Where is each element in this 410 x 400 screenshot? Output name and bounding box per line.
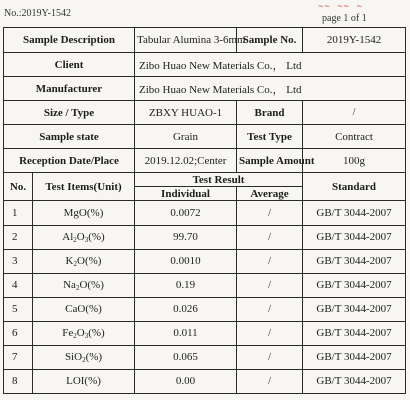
row-number: 8 (4, 369, 33, 393)
row-number: 3 (4, 249, 33, 273)
average-value: / (237, 297, 303, 321)
row-number: 6 (4, 321, 33, 345)
average-value: / (237, 249, 303, 273)
reception-value: 2019.12.02;Center (135, 149, 237, 173)
test-type-value: Contract (303, 125, 406, 149)
row-reception (4, 149, 406, 173)
size-type-label: Size / Type (4, 101, 135, 125)
item-unit: (%) (85, 351, 103, 364)
individual-value: 0.19 (135, 273, 237, 297)
item-unit: (%) (87, 279, 104, 292)
row-number: 2 (4, 225, 33, 249)
table-row (4, 273, 406, 297)
test-result-header: Test Result (135, 173, 303, 187)
sample-description-label: Sample Description (4, 28, 135, 53)
item-name: Fe (62, 327, 74, 340)
col-no-header: No. (4, 173, 33, 201)
item-name: K (65, 255, 74, 268)
row-sample-description (4, 28, 406, 53)
row-number: 5 (4, 297, 33, 321)
test-item (33, 273, 135, 297)
item-subscript: 2 (73, 236, 77, 245)
item-subscript: 2 (73, 260, 77, 269)
item-subscript: 3 (84, 236, 89, 245)
item-subscript: 2 (75, 284, 80, 293)
table-row (4, 225, 406, 249)
col-standard-header: Standard (303, 173, 406, 201)
item-name: CaO (65, 303, 86, 316)
table-row (4, 297, 406, 321)
individual-value: 0.011 (135, 321, 237, 345)
size-type-value: ZBXY HUAO-1 (135, 101, 237, 125)
test-item (33, 249, 135, 273)
reception-label: Reception Date/Place (4, 149, 135, 173)
client-label: Client (4, 53, 135, 77)
row-manufacturer (4, 77, 406, 101)
sample-amount-value: 100g (303, 149, 406, 173)
col-average-header: Average (237, 187, 303, 201)
table-row (4, 369, 406, 393)
sample-state-label: Sample state (4, 125, 135, 149)
average-value: / (237, 273, 303, 297)
item-name: MgO (63, 207, 87, 219)
test-type-label: Test Type (237, 125, 303, 149)
test-item (33, 369, 135, 393)
page-indicator: page 1 of 1 (322, 13, 367, 24)
test-item (33, 297, 135, 321)
results-body (4, 201, 406, 394)
item-subscript: 2 (73, 332, 77, 341)
standard-value: GB/T 3044-2007 (303, 345, 406, 369)
average-value: / (237, 321, 303, 345)
individual-value: 99.70 (135, 225, 237, 249)
row-number: 4 (4, 273, 33, 297)
item-subscript: 2 (82, 356, 86, 365)
sample-no-value: 2019Y-1542 (303, 28, 406, 53)
results-header-row-1 (4, 173, 406, 187)
sample-amount-label: Sample Amount (237, 149, 303, 173)
item-name-cont: O (76, 327, 85, 340)
standard-value: GB/T 3044-2007 (303, 249, 406, 273)
row-client (4, 53, 406, 77)
standard-value: GB/T 3044-2007 (303, 273, 406, 297)
manufacturer-label: Manufacturer (4, 77, 135, 101)
item-unit: (%) (84, 375, 101, 388)
item-name: SiO (64, 351, 83, 364)
standard-value: GB/T 3044-2007 (303, 297, 406, 321)
brand-label: Brand (237, 101, 303, 125)
row-size-type (4, 101, 406, 125)
average-value: / (237, 225, 303, 249)
individual-value: 0.026 (135, 297, 237, 321)
item-unit: (%) (88, 231, 105, 244)
average-value: / (237, 345, 303, 369)
individual-value: 0.0072 (135, 201, 237, 225)
col-items-header: Test Items(Unit) (33, 173, 135, 201)
table-row (4, 345, 406, 369)
table-row (4, 321, 406, 345)
test-item (33, 345, 135, 369)
sample-state-value: Grain (135, 125, 237, 149)
test-report-table (3, 27, 406, 394)
row-sample-state (4, 125, 406, 149)
individual-value: 0.00 (135, 369, 237, 393)
brand-value: / (303, 101, 406, 125)
item-name-cont: O (77, 255, 85, 268)
item-unit: (%) (85, 303, 102, 316)
item-name-cont: O (79, 279, 88, 292)
item-unit: (%) (84, 255, 102, 268)
manufacturer-value: Zibo Huao New Materials Co.， Ltd (135, 77, 406, 101)
sample-no-label: Sample No. (237, 28, 303, 53)
test-item (33, 321, 135, 345)
item-unit: (%) (86, 207, 104, 219)
item-name: Al (62, 231, 74, 244)
average-value: / (237, 201, 303, 225)
average-value: / (237, 369, 303, 393)
item-name: LOI (66, 375, 85, 388)
row-number: 7 (4, 345, 33, 369)
test-item (33, 201, 135, 225)
test-item (33, 225, 135, 249)
item-subscript: 3 (84, 332, 89, 341)
stamp-mark: ~~ ~~ ~ (318, 2, 363, 12)
row-number: 1 (4, 201, 33, 225)
individual-value: 0.065 (135, 345, 237, 369)
item-unit: (%) (88, 327, 105, 340)
standard-value: GB/T 3044-2007 (303, 369, 406, 393)
sample-description-value: Tabular Alumina 3-6mm (135, 28, 237, 53)
table-row (4, 249, 406, 273)
standard-value: GB/T 3044-2007 (303, 225, 406, 249)
client-value: Zibo Huao New Materials Co.， Ltd (135, 53, 406, 77)
individual-value: 0.0010 (135, 249, 237, 273)
col-individual-header: Individual (135, 187, 237, 201)
item-name: Na (63, 279, 76, 292)
report-number: No.:2019Y-1542 (4, 8, 71, 19)
standard-value: GB/T 3044-2007 (303, 201, 406, 225)
table-row (4, 201, 406, 225)
standard-value: GB/T 3044-2007 (303, 321, 406, 345)
item-name-cont: O (76, 231, 85, 244)
